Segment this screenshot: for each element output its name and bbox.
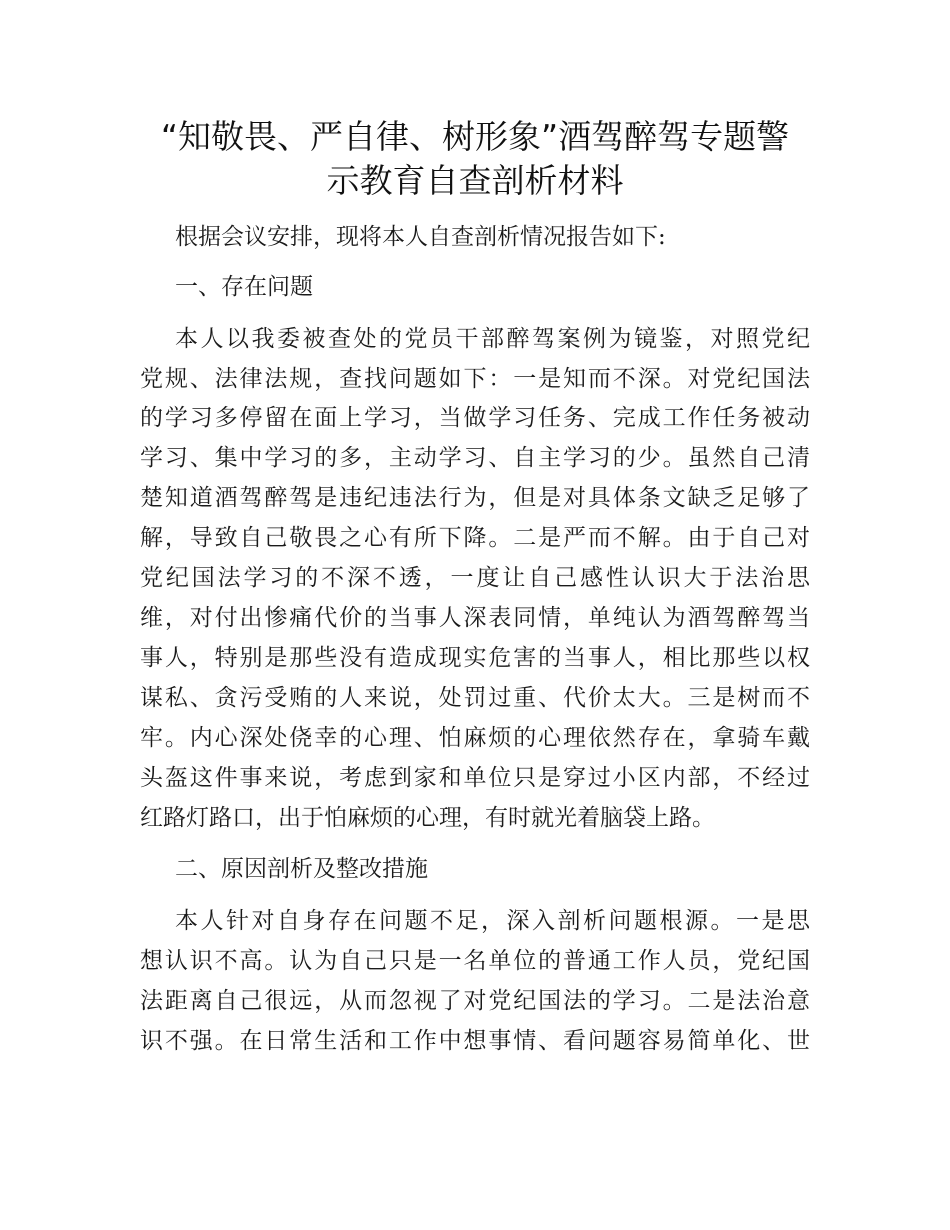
paragraph-line: 事人，特别是那些没有造成现实危害的当事人，相比那些以权 <box>140 645 810 671</box>
section-heading-causes: 二、原因剖析及整改措施 <box>175 856 428 882</box>
paragraph-line: 楚知道酒驾醉驾是违纪违法行为，但是对具体条文缺乏足够了 <box>140 485 810 511</box>
paragraph-line: 头盔这件事来说，考虑到家和单位只是穿过小区内部，不经过 <box>140 765 810 791</box>
intro-paragraph: 根据会议安排，现将本人自查剖析情况报告如下: <box>175 224 666 250</box>
paragraph-line: 谋私、贪污受贿的人来说，处罚过重、代价太大。三是树而不 <box>140 685 810 711</box>
paragraph-line: 维，对付出惨痛代价的当事人深表同情，单纯认为酒驾醉驾当 <box>140 605 810 631</box>
paragraph-line: 红路灯路口，出于怕麻烦的心理，有时就光着脑袋上路。 <box>140 805 715 831</box>
paragraph-line: 学习、集中学习的多，主动学习、自主学习的少。虽然自己清 <box>140 445 810 471</box>
paragraph-line: 牢。内心深处侥幸的心理、怕麻烦的心理依然存在，拿骑车戴 <box>140 725 810 751</box>
paragraph-line: 本人以我委被查处的党员干部醉驾案例为镜鉴，对照党纪 <box>175 326 810 352</box>
paragraph-line: 的学习多停留在面上学习，当做学习任务、完成工作任务被动 <box>140 405 810 431</box>
paragraph-line: 解，导致自己敬畏之心有所下降。二是严而不解。由于自己对 <box>140 525 810 551</box>
paragraph-line: 本人针对自身存在问题不足，深入剖析问题根源。一是思 <box>175 908 810 934</box>
paragraph-line: 党纪国法学习的不深不透，一度让自己感性认识大于法治思 <box>140 565 810 591</box>
paragraph-line: 法距离自己很远，从而忽视了对党纪国法的学习。二是法治意 <box>140 988 810 1014</box>
paragraph-line: 想认识不高。认为自己只是一名单位的普通工作人员，党纪国 <box>140 948 810 974</box>
paragraph-line: 党规、法律法规，查找问题如下：一是知而不深。对党纪国法 <box>140 366 810 392</box>
document-title-line-2: 示教育自查剖析材料 <box>326 161 624 200</box>
paragraph-line: 识不强。在日常生活和工作中想事情、看问题容易简单化、世 <box>140 1028 810 1054</box>
section-heading-problems: 一、存在问题 <box>175 274 313 300</box>
document-title-line-1: “知敬畏、严自律、树形象”酒驾醉驾专题警 <box>160 117 790 156</box>
